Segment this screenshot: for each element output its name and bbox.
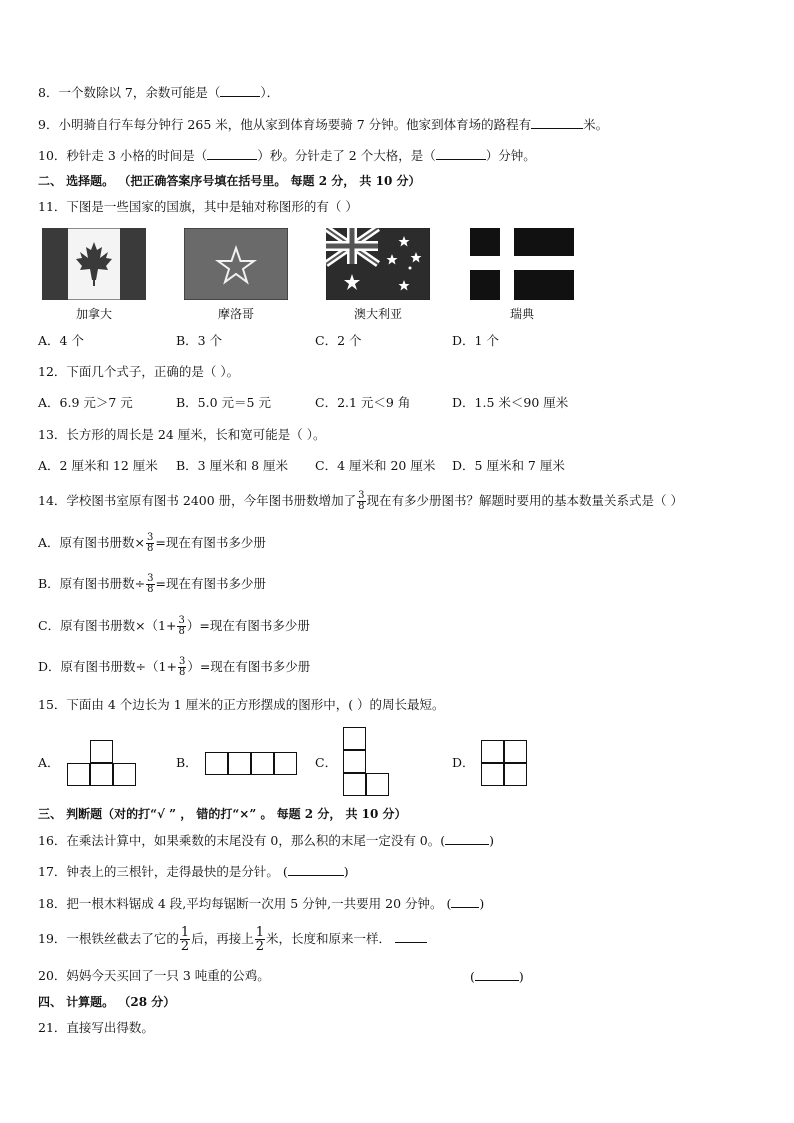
fraction: $\frac{3}{8}$ xyxy=(178,615,185,637)
q8-text: 8．一个数除以 7，余数可能是（ xyxy=(38,85,221,100)
q9-end: 米。 xyxy=(583,117,609,132)
q19-text-b: 后，再接上 xyxy=(191,931,254,946)
q16-text: 16．在乘法计算中，如果乘数的末尾没有 0，那么积的末尾一定没有 0。( xyxy=(38,833,446,848)
section-heading-choice: 二、 选择题。 （把正确答案序号填在括号里。 每题 2 分， 共 10 分） xyxy=(38,174,421,188)
answer-blank[interactable] xyxy=(451,895,479,908)
answer-blank[interactable] xyxy=(220,84,260,97)
answer-blank[interactable] xyxy=(531,116,583,129)
answer-blank[interactable] xyxy=(475,968,519,981)
q12-option-c[interactable]: C．2.1 元＜9 角 xyxy=(315,395,411,410)
q19-text-c: 米，长度和原来一样． xyxy=(265,931,391,946)
sweden-flag-image xyxy=(470,228,574,300)
q19-text-a: 19．一根铁丝截去了它的 xyxy=(38,931,179,946)
fraction: $\frac{1}{2}$ xyxy=(180,925,190,954)
flag-caption-sweden: 瑞典 xyxy=(509,307,534,321)
q15-label-d[interactable]: D． xyxy=(452,755,475,770)
question-17: 17．钟表上的三根针，走得最快的是分针。 ( ) xyxy=(38,864,349,879)
question-13-stem: 13．长方形的周长是 24 厘米，长和宽可能是（ ）。 xyxy=(38,427,326,442)
question-16: 16．在乘法计算中，如果乘数的末尾没有 0，那么积的末尾一定没有 0。( ) xyxy=(38,833,495,848)
q12-option-b[interactable]: B．5.0 元＝5 元 xyxy=(176,395,271,410)
section-heading-calc: 四、 计算题。 （28 分） xyxy=(38,995,176,1009)
question-12-stem: 12．下面几个式子，正确的是（ ）。 xyxy=(38,364,240,379)
question-11-stem: 11．下图是一些国家的国旗，其中是轴对称图形的有（ ） xyxy=(38,199,358,214)
q14-option-a[interactable]: A．原有图书册数× $\frac{3}{8}$ =现在有图书多少册 xyxy=(38,532,266,554)
q14-option-c[interactable]: C．原有图书册数×（1+ $\frac{3}{8}$ ）=现在有图书多少册 xyxy=(38,615,310,637)
q13-option-c[interactable]: C．4 厘米和 20 厘米 xyxy=(315,458,436,473)
fraction: $\frac{3}{8}$ xyxy=(178,656,186,678)
q14-option-d[interactable]: D．原有图书册数÷（1+ $\frac{3}{8}$ ）=现在有图书多少册 xyxy=(38,656,311,678)
fraction: $\frac{3}{8}$ xyxy=(147,573,154,595)
australia-flag-image xyxy=(326,228,430,300)
q10-text-a: 10．秒针走 3 小格的时间是（ xyxy=(38,148,208,163)
question-19 xyxy=(38,926,427,953)
question-15-stem: 15．下面由 4 个边长为 1 厘米的正方形摆成的图形中，( ）的周长最短。 xyxy=(38,697,445,712)
fraction: $\frac{3}{8}$ xyxy=(147,532,154,554)
flag-caption-morocco: 摩洛哥 xyxy=(217,307,254,321)
question-18: 18．把一根木料锯成 4 段,平均每锯断一次用 5 分钟,一共要用 20 分钟。 ( ) xyxy=(38,896,485,911)
question-9 xyxy=(38,116,608,133)
morocco-flag-image xyxy=(184,228,288,300)
q18-text: 18．把一根木料锯成 4 段,平均每锯断一次用 5 分钟,一共要用 20 分钟。 ( xyxy=(38,896,452,911)
answer-blank[interactable] xyxy=(395,930,427,943)
q12-option-d[interactable]: D．1.5 米＜90 厘米 xyxy=(452,395,569,410)
q11-option-b[interactable]: B．3 个 xyxy=(176,333,223,348)
answer-blank[interactable] xyxy=(436,147,486,160)
fraction: $\frac{3}{8}$ xyxy=(358,490,365,512)
flag-caption-australia: 澳大利亚 xyxy=(353,307,402,321)
question-14-stem xyxy=(38,489,683,513)
section-heading-judge: 三、 判断题（对的打“√ ” ， 错的打“×” 。 每题 2 分， 共 10 分） xyxy=(38,807,407,821)
q11-option-d[interactable]: D．1 个 xyxy=(452,333,499,348)
q13-option-d[interactable]: D．5 厘米和 7 厘米 xyxy=(452,458,565,473)
question-21: 21．直接写出得数。 xyxy=(38,1020,154,1035)
answer-blank[interactable] xyxy=(445,832,489,845)
q20-answer: ( ) xyxy=(470,969,524,984)
q14-option-b[interactable]: B．原有图书册数÷ $\frac{3}{8}$ =现在有图书多少册 xyxy=(38,573,267,595)
q9-text: 9．小明骑自行车每分钟行 265 米，他从家到体育场要骑 7 分钟。他家到体育场的路程有 xyxy=(38,117,532,132)
q10-text-b: ）秒。分针走了 2 个大格，是（ xyxy=(257,148,436,163)
q8-end: ）． xyxy=(260,85,280,100)
q14-text-b: 现在有多少册图书？解题时要用的基本数量关系式是（ ） xyxy=(366,493,684,508)
q15-label-b[interactable]: B． xyxy=(176,755,198,770)
answer-blank[interactable] xyxy=(207,147,257,160)
flag-caption-canada: 加拿大 xyxy=(75,307,112,321)
q17-text: 17．钟表上的三根针，走得最快的是分针。 ( xyxy=(38,864,288,879)
canada-flag-image xyxy=(42,228,146,300)
question-8 xyxy=(38,84,279,101)
answer-blank[interactable] xyxy=(288,863,344,876)
q10-text-c: ）分钟。 xyxy=(485,148,536,163)
question-10 xyxy=(38,147,536,164)
q13-option-a[interactable]: A．2 厘米和 12 厘米 xyxy=(38,458,158,473)
q11-option-c[interactable]: C．2 个 xyxy=(315,333,362,348)
question-20: 20．妈妈今天买回了一只 3 吨重的公鸡。 xyxy=(38,968,270,983)
q11-option-a[interactable]: A．4 个 xyxy=(38,333,84,348)
q13-option-b[interactable]: B．3 厘米和 8 厘米 xyxy=(176,458,289,473)
q14-text-a: 14．学校图书室原有图书 2400 册，今年图书册数增加了 xyxy=(38,493,357,508)
q15-label-c[interactable]: C． xyxy=(315,755,338,770)
q12-option-a[interactable]: A．6.9 元＞7 元 xyxy=(38,395,133,410)
fraction: $\frac{1}{2}$ xyxy=(255,925,264,954)
q15-label-a[interactable]: A． xyxy=(38,755,60,770)
